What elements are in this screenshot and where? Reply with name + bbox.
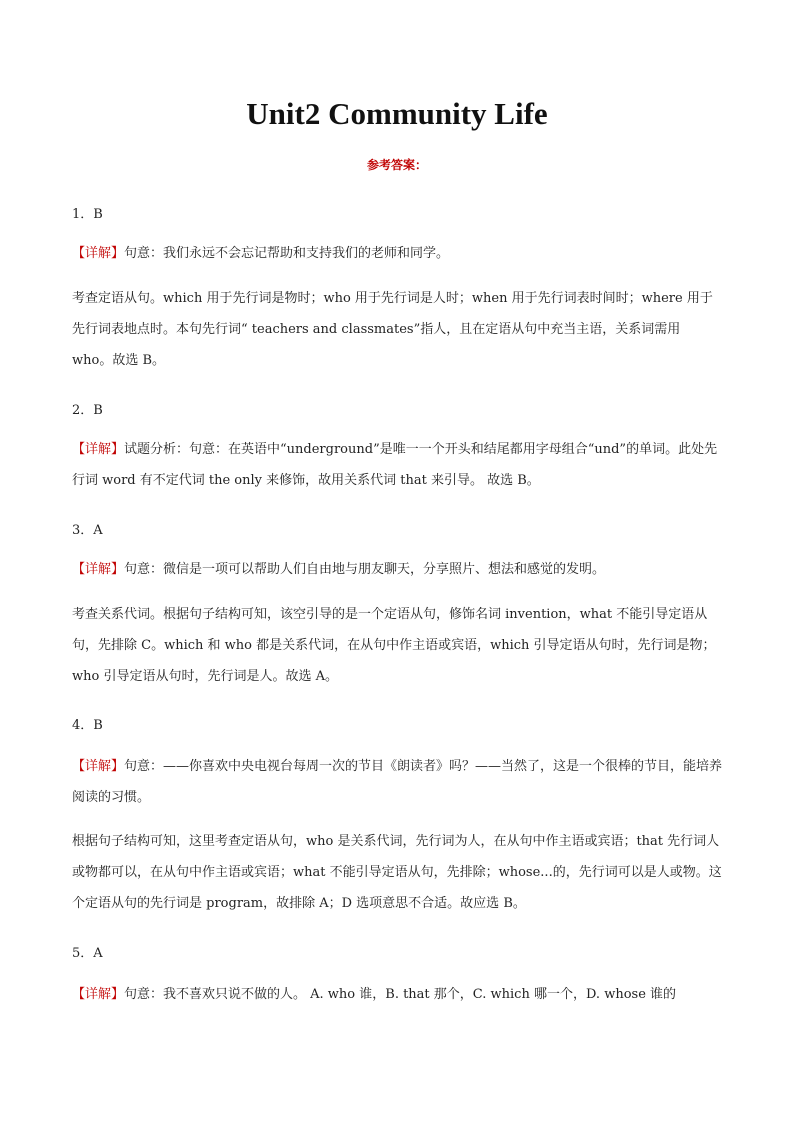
question-3-explanation bbox=[72, 554, 724, 585]
answer-key-heading: 参考答案： bbox=[366, 158, 427, 172]
question-5-explanation bbox=[72, 979, 724, 1010]
question-4-analysis: 根据句子结构可知，这里考查定语从句，who 是关系代词，先行词为人，在从句中作主语或宾语；that 先行词人或物都可以，在从句中作主语或宾语；what 不能引导定语从句，先排除；whose...的，先行词可以是人或物。这个定语从句的先行词是 program，故排除 A；D 选项意思不合适。故应选 B。 bbox=[72, 834, 722, 911]
question-5-number: 5．A bbox=[72, 946, 103, 961]
detail-tag: 【详解】 bbox=[72, 246, 125, 261]
question-4-translation: 句意：——你喜欢中央电视台每周一次的节目《朗读者》吗？——当然了，这是一个很棒的节目，能培养阅读的习惯。 bbox=[72, 759, 723, 805]
question-5-translation: 句意：我不喜欢只说不做的人。 A. who 谁，B. that 那个，C. which 哪一个，D. whose 谁的 bbox=[124, 987, 677, 1002]
question-2-analysis: 试题分析：句意：在英语中“underground”是唯一一个开头和结尾都用字母组合“und”的单词。此处先行词 word 有不定代词 the only 来修饰，故用关系代词 that 来引导。 故选 B。 bbox=[72, 442, 718, 488]
page-title: Unit2 Community Life bbox=[246, 96, 548, 131]
question-4-number: 4．B bbox=[72, 718, 103, 733]
question-3-analysis: 考查关系代词。根据句子结构可知，该空引导的是一个定语从句，修饰名词 invention，what 不能引导定语从句，先排除 C。which 和 who 都是关系代词，在从句中作主语或宾语，which 引导定语从句时，先行词是物；who 引导定语从句时，先行词是人。故选 A。 bbox=[72, 607, 716, 684]
question-1-translation: 句意：我们永远不会忘记帮助和支持我们的老师和同学。 bbox=[124, 246, 450, 261]
question-4-explanation bbox=[72, 751, 724, 813]
question-1-number: 1．B bbox=[72, 207, 103, 222]
question-1-analysis: 考查定语从句。which 用于先行词是物时；who 用于先行词是人时；when 用于先行词表时间时；where 用于先行词表地点时。本句先行词“ teachers and classmates”指人，且在定语从句中充当主语，关系词需用 who。故选 B。 bbox=[72, 291, 713, 368]
question-1-explanation bbox=[72, 238, 724, 269]
question-2-explanation bbox=[72, 434, 724, 496]
detail-tag: 【详解】 bbox=[72, 987, 125, 1002]
question-3-translation: 句意：微信是一项可以帮助人们自由地与朋友聊天，分享照片、想法和感觉的发明。 bbox=[124, 562, 606, 577]
detail-tag: 【详解】 bbox=[72, 442, 125, 457]
question-3-number: 3．A bbox=[72, 523, 103, 538]
detail-tag: 【详解】 bbox=[72, 562, 125, 577]
question-2-number: 2．B bbox=[72, 403, 103, 418]
detail-tag: 【详解】 bbox=[72, 759, 125, 774]
